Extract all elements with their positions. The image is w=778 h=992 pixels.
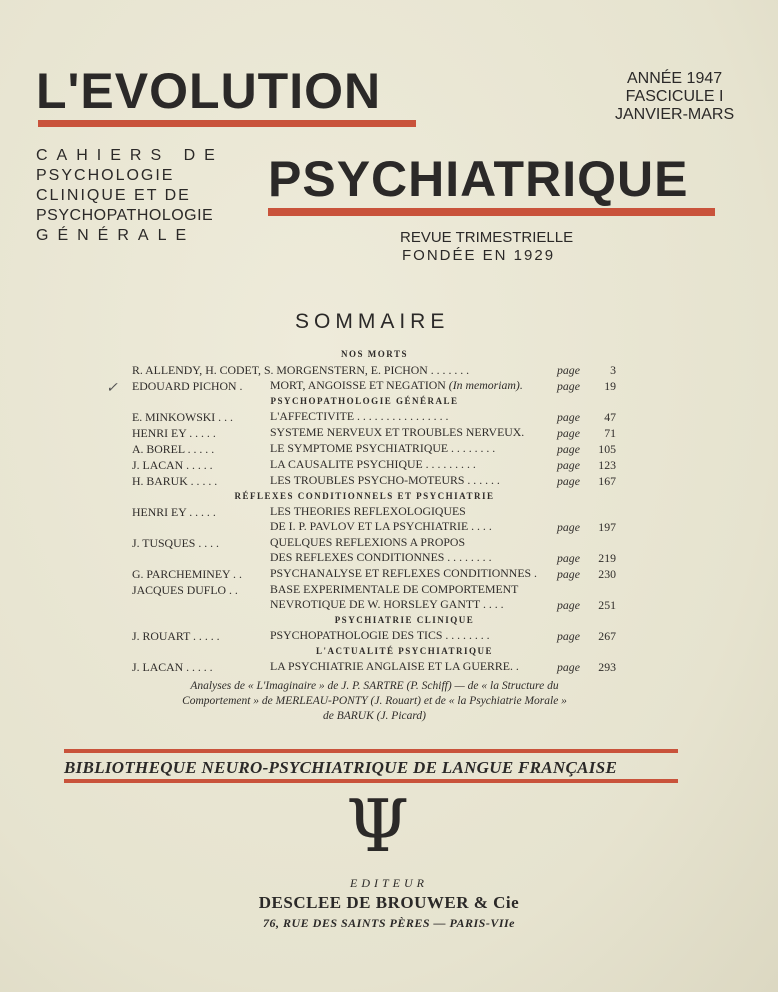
toc-title: LES THEORIES REFLEXOLOGIQUES xyxy=(270,504,466,518)
table-of-contents xyxy=(132,347,617,724)
toc-title-cont: DES REFLEXES CONDITIONNES . . . . . . . . xyxy=(270,550,492,564)
reviews-line: Comportement » de MERLEAU-PONTY (J. Rouart) et de « la Psychiatrie Morale » xyxy=(182,695,567,707)
toc-entry xyxy=(132,628,617,644)
subtitle-line: CLINIQUE ET DE xyxy=(36,187,191,204)
toc-entry xyxy=(132,362,617,378)
journal-title-top: L'EVOLUTION xyxy=(36,63,382,119)
publisher-name: DESCLEE DE BROUWER & Cie xyxy=(258,893,520,912)
toc-author: JACQUES DUFLO . . xyxy=(132,583,238,597)
subtitle-line: PSYCHOLOGIE xyxy=(36,167,175,184)
toc-title: QUELQUES REFLEXIONS A PROPOS xyxy=(270,535,466,549)
revue-info xyxy=(400,229,573,265)
toc-page-number: 219 xyxy=(598,551,616,565)
toc-page-number: 230 xyxy=(598,567,616,581)
toc-title: PSYCHOPATHOLOGIE DES TICS . . . . . . . . xyxy=(270,628,490,642)
toc-entry xyxy=(132,659,617,675)
toc-author: J. ROUART . . . . . xyxy=(132,629,220,643)
toc-title: BASE EXPERIMENTALE DE COMPORTEMENT xyxy=(270,582,519,596)
toc-title-note: (In memoriam). xyxy=(448,378,523,392)
editor-label: EDITEUR xyxy=(350,876,428,890)
toc-title: MORT, ANGOISSE ET NEGATION xyxy=(270,378,446,392)
toc-page-label: page xyxy=(557,551,580,565)
toc-entry xyxy=(132,566,617,582)
toc-title-cont: NEVROTIQUE DE W. HORSLEY GANTT . . . . xyxy=(270,597,504,611)
toc-title: SYSTEME NERVEUX ET TROUBLES NERVEUX. xyxy=(270,425,525,439)
toc-author: G. PARCHEMINEY . . xyxy=(132,567,242,581)
toc-page-number: 167 xyxy=(598,474,616,488)
section-title: PSYCHOPATHOLOGIE GÉNÉRALE xyxy=(270,396,459,406)
section-title: NOS MORTS xyxy=(341,349,408,359)
subtitle-line: CAHIERS DE xyxy=(36,147,224,164)
toc-entry xyxy=(132,473,617,489)
issue-period: JANVIER-MARS xyxy=(615,106,735,123)
subtitle-line: GÉNÉRALE xyxy=(36,227,196,244)
toc-author: A. BOREL . . . . . xyxy=(132,442,215,456)
section-title: L'ACTUALITÉ PSYCHIATRIQUE xyxy=(315,646,494,656)
toc-author: J. LACAN . . . . . xyxy=(132,660,213,674)
toc-entry xyxy=(132,535,617,566)
toc-entry xyxy=(132,441,617,457)
issue-fascicle: FASCICULE I xyxy=(625,88,724,105)
journal-title-main: PSYCHIATRIQUE xyxy=(268,151,689,207)
subtitle-line: PSYCHOPATHOLOGIE xyxy=(36,207,214,224)
toc-title: LES TROUBLES PSYCHO-MOTEURS . . . . . . xyxy=(270,473,500,487)
library-name: BIBLIOTHEQUE NEURO-PSYCHIATRIQUE DE LANGUE FRANÇAISE xyxy=(64,758,618,777)
toc-page-label: page xyxy=(557,629,580,643)
toc-author: EDOUARD PICHON . xyxy=(132,379,243,393)
toc-page-number: 197 xyxy=(598,520,616,534)
toc-title: L'AFFECTIVITE . . . . . . . . . . . . . . . . xyxy=(270,409,449,423)
section-title: PSYCHIATRIE CLINIQUE xyxy=(334,615,475,625)
toc-page-number: 105 xyxy=(598,442,616,456)
toc-page-number: 123 xyxy=(598,458,616,472)
title-rule-main xyxy=(268,208,715,216)
toc-entry xyxy=(132,582,617,613)
sommaire-heading: SOMMAIRE xyxy=(295,310,450,333)
psi-emblem: Ψ xyxy=(346,784,410,868)
section-title: RÉFLEXES CONDITIONNELS ET PSYCHIATRIE xyxy=(234,491,495,501)
toc-title-cont: DE I. P. PAVLOV ET LA PSYCHIATRIE . . . . xyxy=(270,519,492,533)
toc-page-label: page xyxy=(557,426,580,440)
toc-title: LA PSYCHIATRIE ANGLAISE ET LA GUERRE. . xyxy=(270,659,519,673)
handwritten-mark: ✓ xyxy=(106,381,118,396)
library-rule-top xyxy=(64,749,678,753)
toc-title: LE SYMPTOME PSYCHIATRIQUE . . . . . . . . xyxy=(270,441,496,455)
journal-subtitle xyxy=(36,146,224,246)
toc-author: J. LACAN . . . . . xyxy=(132,458,213,472)
toc-entry xyxy=(132,457,617,473)
toc-author: R. ALLENDY, H. CODET, S. MORGENSTERN, E. PICHON . . . . . . . xyxy=(132,363,470,377)
reviews-note xyxy=(132,679,617,724)
toc-page-number: 267 xyxy=(598,629,616,643)
toc-page-label: page xyxy=(557,474,580,488)
toc-entry xyxy=(132,504,617,535)
toc-author: H. BARUK . . . . . xyxy=(132,474,218,488)
founded-year: FONDÉE EN 1929 xyxy=(402,247,556,264)
toc-page-label: page xyxy=(557,567,580,581)
toc-page-label: page xyxy=(557,379,580,393)
toc-page-label: page xyxy=(557,598,580,612)
toc-author: HENRI EY . . . . . xyxy=(132,505,216,519)
toc-page-number: 47 xyxy=(604,410,616,424)
toc-page-number: 251 xyxy=(598,598,616,612)
toc-entry xyxy=(132,425,617,441)
issue-year: ANNÉE 1947 xyxy=(626,70,723,87)
toc-page-number: 293 xyxy=(598,660,616,674)
toc-page-label: page xyxy=(557,660,580,674)
toc-entry xyxy=(132,378,617,394)
title-rule-top xyxy=(38,120,416,127)
toc-title: PSYCHANALYSE ET REFLEXES CONDITIONNES . xyxy=(270,566,537,580)
toc-author: HENRI EY . . . . . xyxy=(132,426,216,440)
toc-page-number: 3 xyxy=(610,363,616,377)
toc-page-number: 19 xyxy=(604,379,616,393)
publisher-address: 76, RUE DES SAINTS PÈRES — PARIS-VIIe xyxy=(262,916,515,930)
toc-title: LA CAUSALITE PSYCHIQUE . . . . . . . . . xyxy=(270,457,476,471)
toc-page-number: 71 xyxy=(604,426,616,440)
reviews-line: Analyses de « L'Imaginaire » de J. P. SARTRE (P. Schiff) — de « la Structure du xyxy=(190,680,559,692)
toc-page-label: page xyxy=(557,410,580,424)
toc-page-label: page xyxy=(557,363,580,377)
toc-page-label: page xyxy=(557,520,580,534)
toc-author: E. MINKOWSKI . . . xyxy=(132,410,233,424)
library-rule-bottom xyxy=(64,779,678,783)
toc-page-label: page xyxy=(557,458,580,472)
issue-info xyxy=(615,70,734,124)
toc-entry xyxy=(132,409,617,425)
toc-page-label: page xyxy=(557,442,580,456)
revue-frequency: REVUE TRIMESTRIELLE xyxy=(400,229,574,246)
reviews-line: de BARUK (J. Picard) xyxy=(322,710,427,722)
toc-author: J. TUSQUES . . . . xyxy=(132,536,219,550)
